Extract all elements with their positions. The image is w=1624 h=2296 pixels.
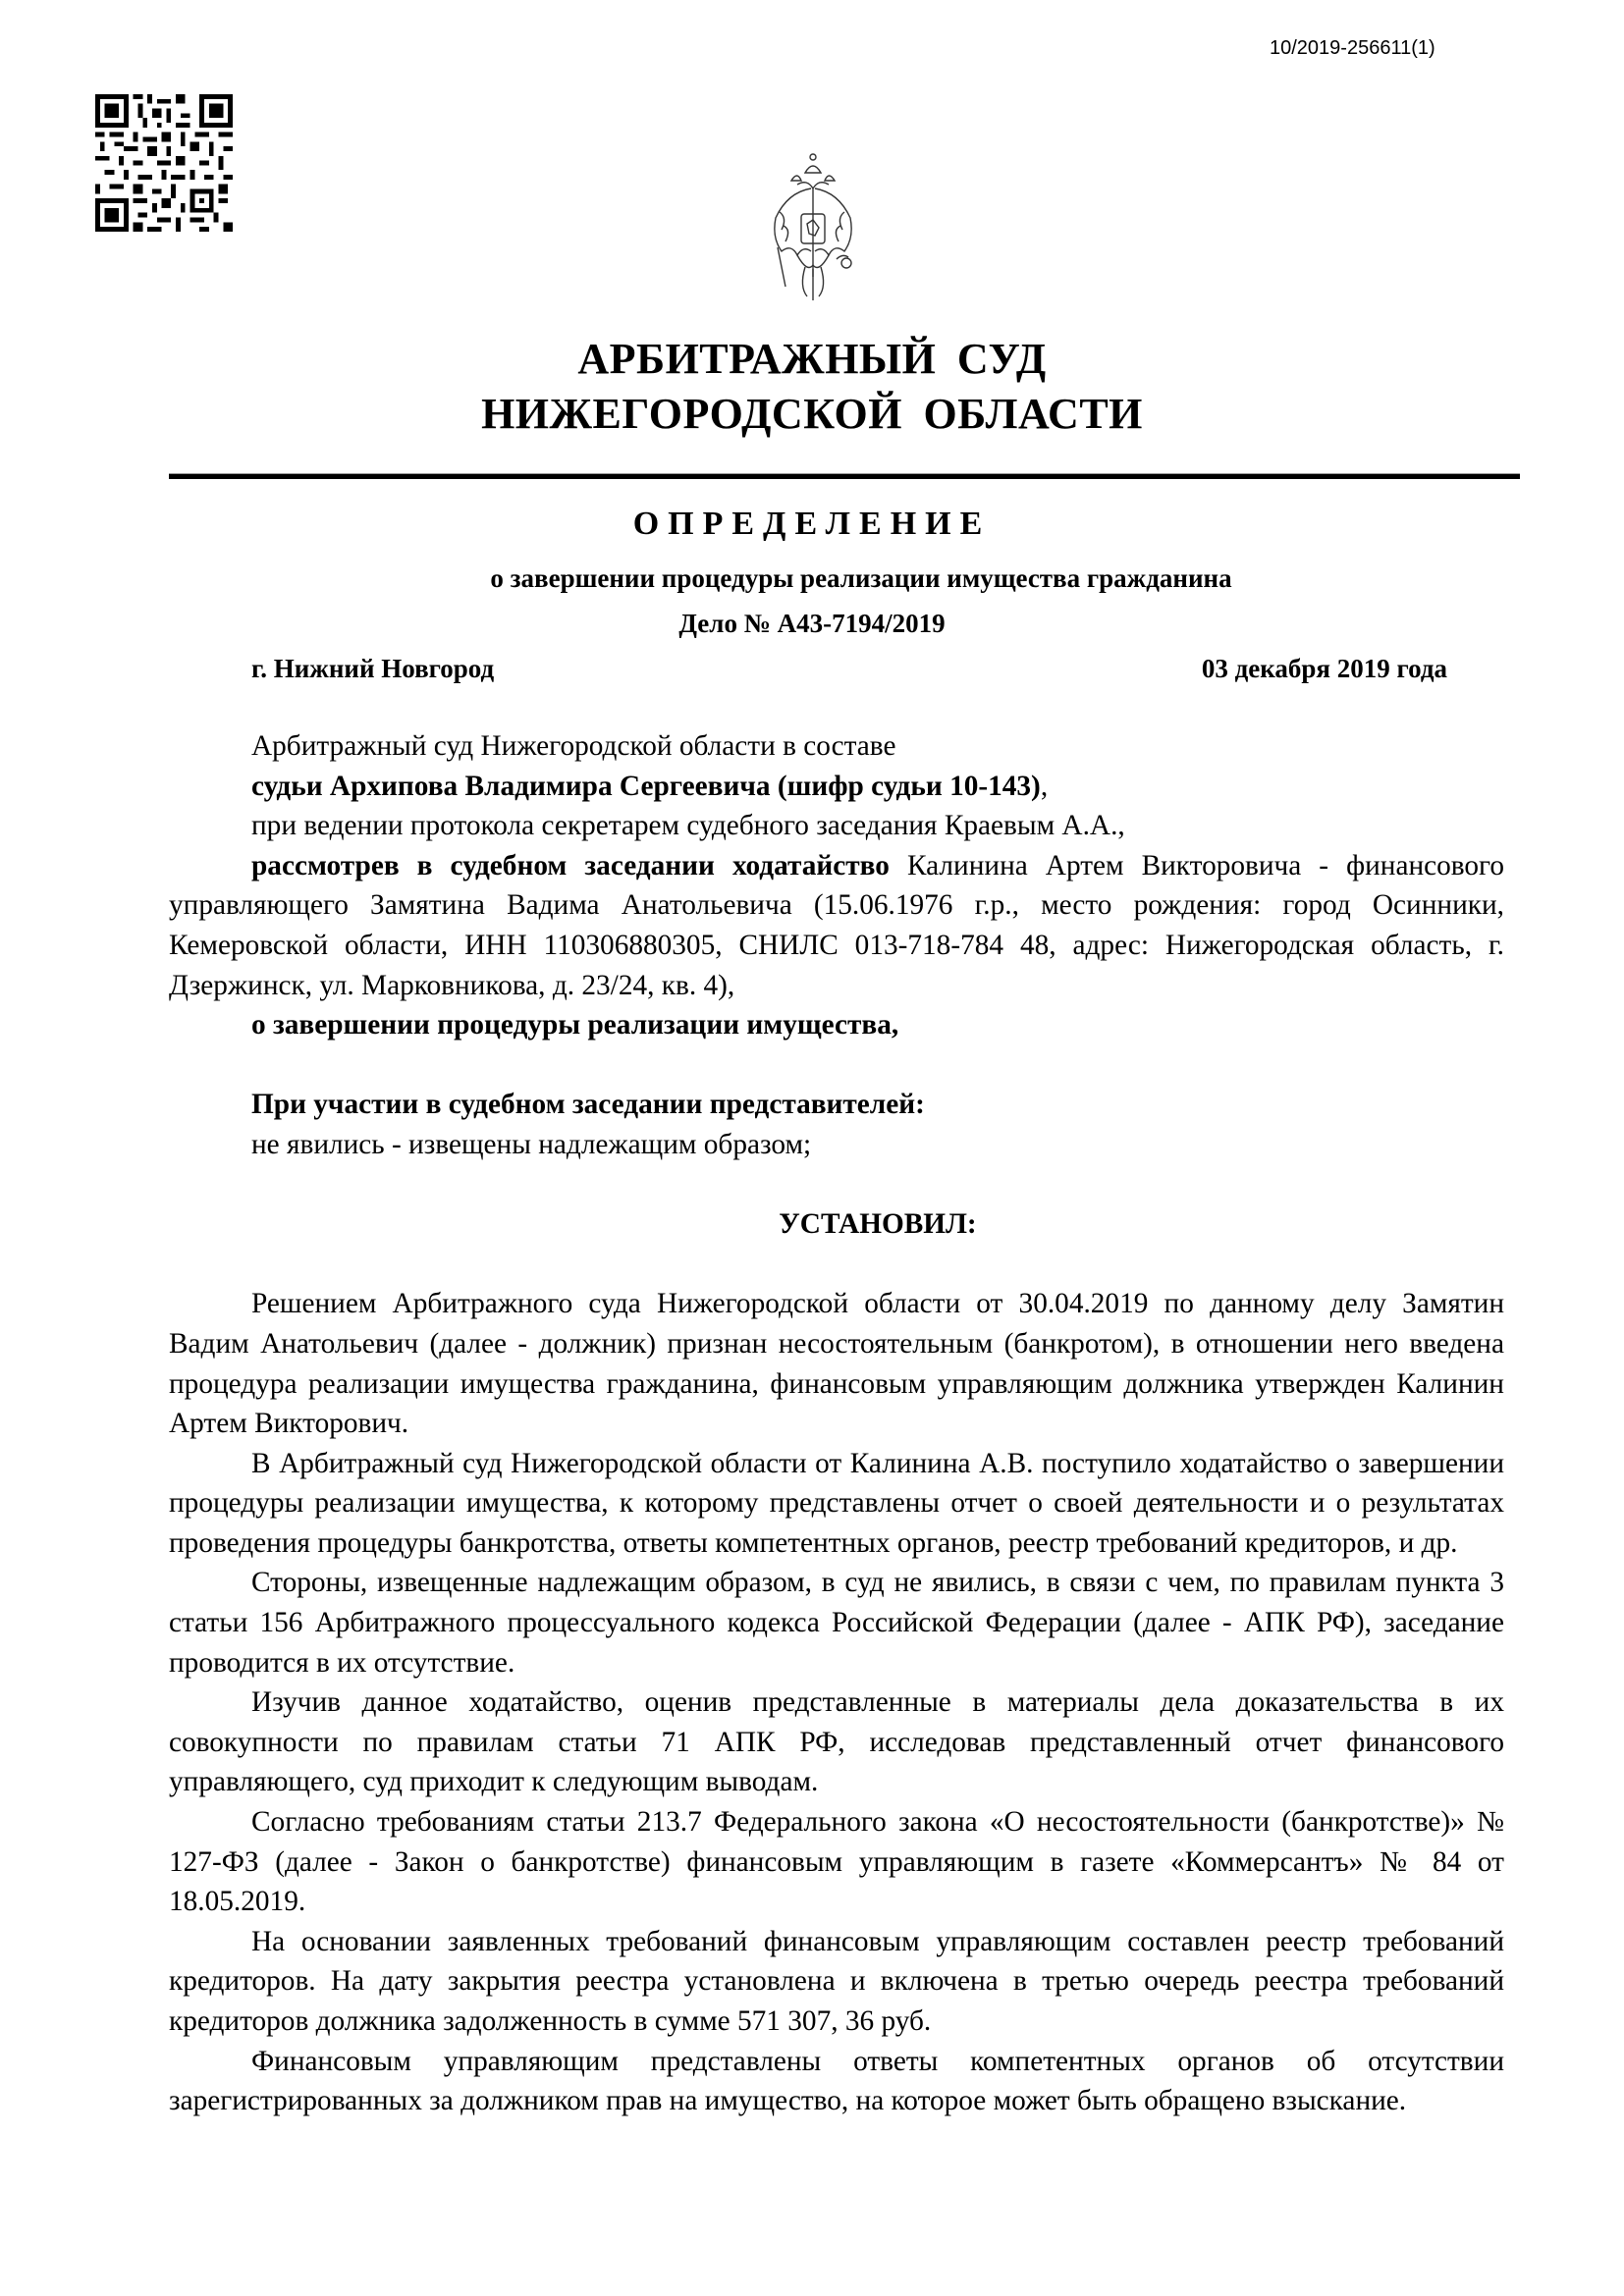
case-number: Дело № А43-7194/2019 (678, 609, 946, 638)
document-reference-number: 10/2019-256611(1) (1270, 37, 1435, 59)
paragraph: Финансовым управляющим представлены ответы компетентных органов об отсутствии зарегистрированных за должником прав на имущество, на которое может быть обращено взыскание. (169, 2045, 1504, 2117)
document-type-title: ОПРЕДЕЛЕНИЕ (632, 506, 992, 542)
document-body (169, 726, 1504, 2121)
court-composition: Арбитражный суд Нижегородской области в составе (251, 730, 896, 762)
paragraph: Согласно требованиям статьи 213.7 Федерального закона «О несостоятельности (банкротстве)» № 127-ФЗ (далее - Закон о банкротстве) финансовым управляющим в газете «Коммерсантъ» № 84 от 18.05.2019. (169, 1806, 1504, 1918)
document-date: 03 декабря 2019 года (1201, 654, 1447, 683)
court-name-line2: НИЖЕГОРОДСКОЙ ОБЛАСТИ (481, 390, 1143, 438)
paragraph: На основании заявленных требований финансовым управляющим составлен реестр требований кредиторов. На дату закрытия реестра установлена и включена в третью очередь реестра требований кредиторов должника задолженность в сумме 571 307, 36 руб. (169, 1925, 1504, 2037)
judge-line (169, 767, 1504, 807)
subject-line: о завершении процедуры реализации имущества, (251, 1009, 899, 1041)
participation-heading: При участии в судебном заседании представителей: (251, 1089, 925, 1121)
document-subtitle: о завершении процедуры реализации имущества гражданина (490, 563, 1232, 593)
judge-name: судьи Архипова Владимира Сергеевича (шифр судьи 10-143) (251, 770, 1041, 802)
paragraph: Изучив данное ходатайство, оценив представленные в материалы дела доказательства в их совокупности по правилам статьи 71 АПК РФ, исследовав представленный отчет финансового управляющего, суд приходит к следующим выводам. (169, 1686, 1504, 1798)
paragraph: Решением Арбитражного суда Нижегородской области от 30.04.2019 по данному делу Замятин Вадим Анатольевич (далее - должник) признан несостоятельным (банкротом), в отношении него введена процедура реализации имущества гражданина, финансовым управляющим должника утвержден Калинин Артем Викторович. (169, 1288, 1504, 1440)
considered-paragraph (169, 846, 1504, 1005)
participation-text: не явились - извещены надлежащим образом; (251, 1128, 812, 1160)
established-heading: УСТАНОВИЛ: (779, 1208, 977, 1241)
court-name-line1: АРБИТРАЖНЫЙ СУД (577, 335, 1047, 383)
judge-suffix: , (1040, 770, 1049, 802)
secretary-line: при ведении протокола секретарем судебного заседания Краевым А.А., (251, 810, 1125, 842)
header-divider (169, 473, 1520, 479)
paragraph: В Арбитражный суд Нижегородской области от Калинина А.В. поступило ходатайство о завершении процедуры реализации имущества, к которому представлены отчет о своей деятельности и о результатах проведения процедуры банкротства, ответы компетентных органов, реестр требований кредиторов, и др. (169, 1447, 1504, 1559)
city: г. Нижний Новгород (251, 654, 495, 683)
considered-bold: рассмотрев в судебном заседании ходатайство (251, 849, 890, 881)
paragraph: Стороны, извещенные надлежащим образом, в суд не явились, в связи с чем, по правилам пункта 3 статьи 156 Арбитражного процессуального кодекса Российской Федерации (далее - АПК РФ), заседание проводится в их отсутствие. (169, 1567, 1504, 1679)
considered-text: Калинина Артем Викторовича - финансового управляющего Замятина Вадима Анатольевича (15.06.1976 г.р., место рождения: город Осинники, Кемеровской области, ИНН 110306880305, СНИЛС 013-718-784 48, адрес: Нижегородская область, г. Дзержинск, ул. Марковникова, д. 23/24, кв. 4), (169, 849, 1504, 1001)
qr-code-icon (95, 94, 233, 232)
russian-coat-of-arms-icon (768, 149, 858, 302)
